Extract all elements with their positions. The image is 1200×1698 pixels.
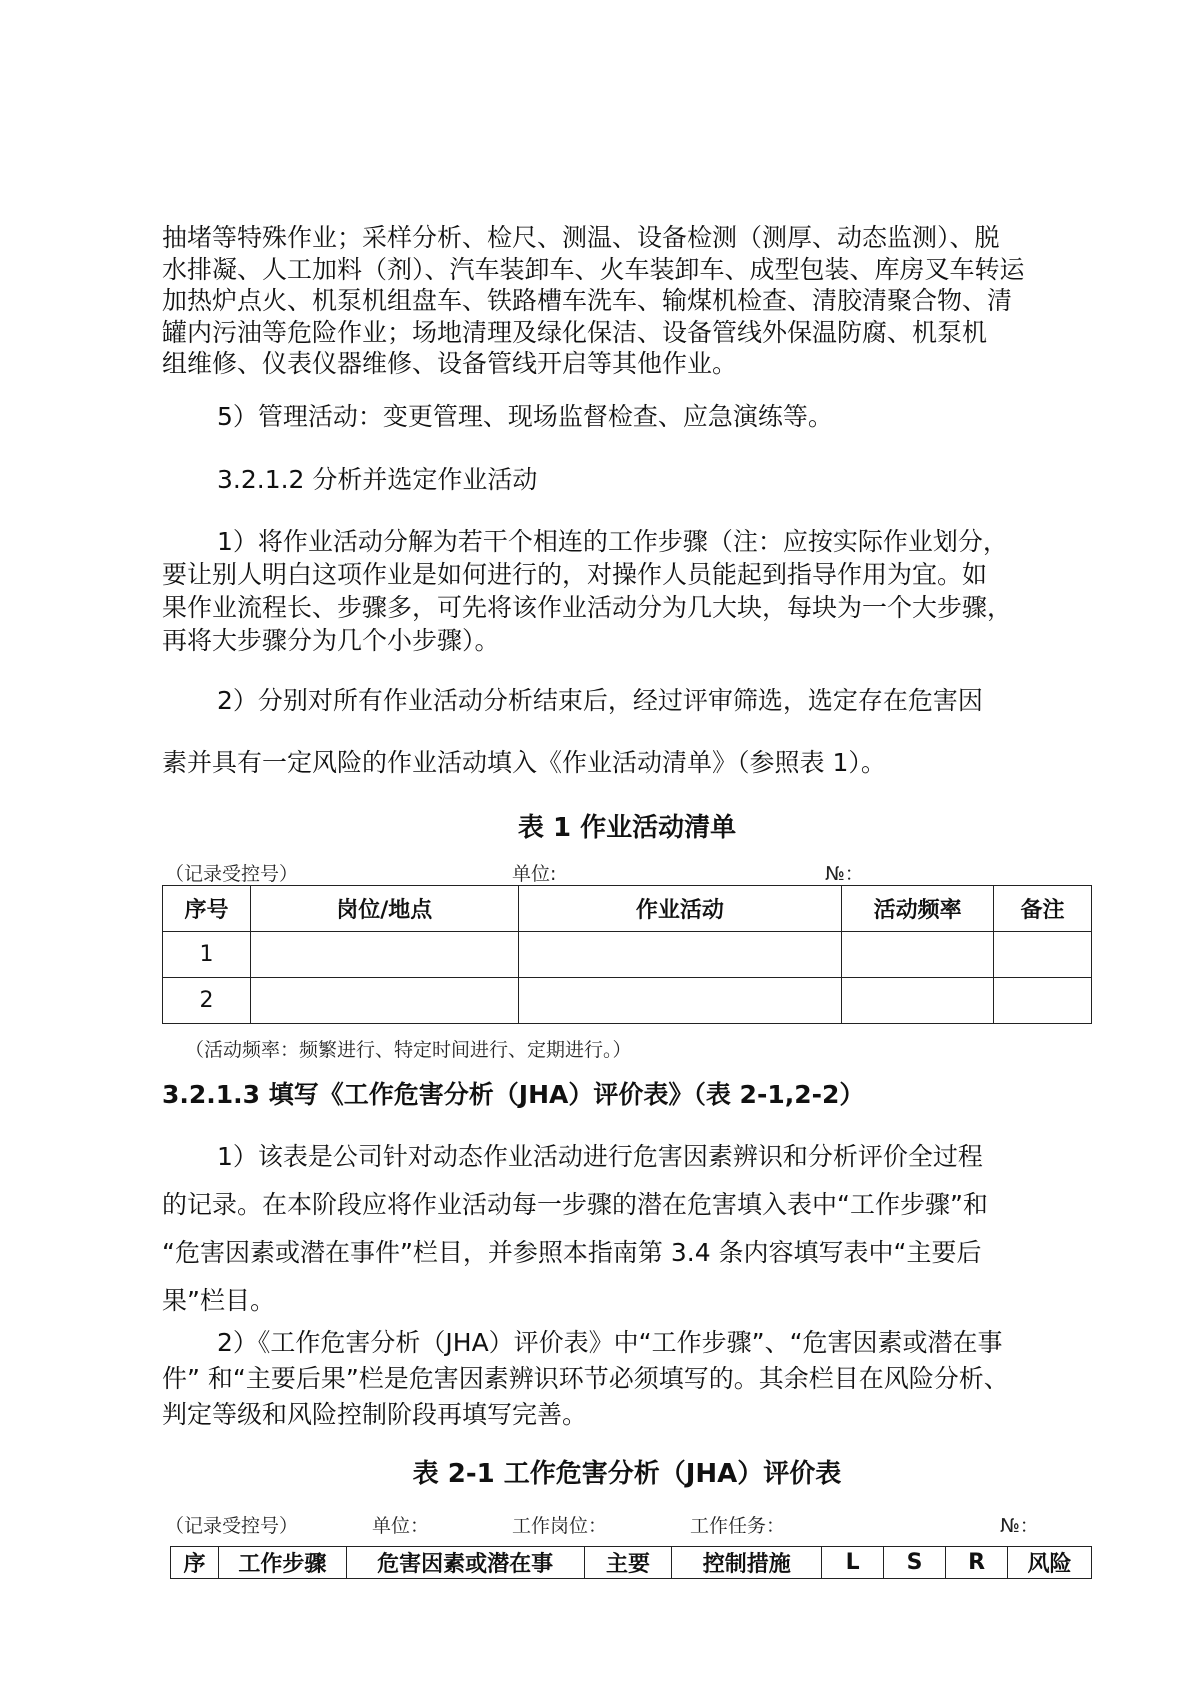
table1-frequency-note: （活动频率：频繁进行、特定时间进行、定期进行。） bbox=[185, 1039, 632, 1061]
table-cell bbox=[250, 978, 518, 1024]
table-cell: 2 bbox=[163, 978, 251, 1024]
item-management-activities bbox=[162, 397, 1092, 437]
text-line: 罐内污油等危险作业；场地清理及绿化保洁、设备管线外保温防腐、机泵机 bbox=[162, 317, 988, 347]
table1-record-number: （记录受控号） bbox=[165, 863, 299, 885]
header-cell: 序号 bbox=[163, 886, 251, 932]
text-line: 果作业流程长、步骤多，可先将该作业活动分为几大块，每块为一个大步骤， bbox=[162, 593, 1013, 622]
text-line: 3.2.1.2 分析并选定作业活动 bbox=[217, 465, 538, 494]
paragraph-step-1 bbox=[162, 525, 1092, 657]
text-line: 的记录。在本阶段应将作业活动每一步骤的潜在危害填入表中“工作步骤”和 bbox=[162, 1190, 988, 1219]
text-line: 2）分别对所有作业活动分析结束后，经过评审筛选，选定存在危害因 bbox=[217, 686, 983, 715]
header-cell: 风险 bbox=[1008, 1547, 1092, 1579]
paragraph-table-purpose bbox=[162, 1133, 1092, 1325]
header-cell: 作业活动 bbox=[518, 886, 842, 932]
paragraph-hazardous-operations bbox=[162, 222, 1092, 380]
header-cell: 活动频率 bbox=[842, 886, 994, 932]
table2-record-number: （记录受控号） bbox=[165, 1515, 299, 1537]
table1-number-label: №： bbox=[825, 863, 864, 885]
table-cell bbox=[518, 932, 842, 978]
text-line: 抽堵等特殊作业；采样分析、检尺、测温、设备检测（测厚、动态监测）、脱 bbox=[162, 223, 1000, 252]
text-line: 果”栏目。 bbox=[162, 1286, 275, 1315]
text-line: 加热炉点火、机泵机组盘车、铁路槽车洗车、输煤机检查、清胶清聚合物、清 bbox=[162, 286, 1013, 315]
table-row bbox=[163, 932, 1092, 978]
table-cell bbox=[994, 932, 1092, 978]
table-cell bbox=[518, 978, 842, 1024]
table1-caption: 表 1 作业活动清单 bbox=[517, 813, 737, 843]
text-line: 素并具有一定风险的作业活动填入《作业活动清单》（参照表 1）。 bbox=[162, 748, 886, 777]
table2-post-label: 工作岗位： bbox=[512, 1515, 608, 1537]
header-cell: 备注 bbox=[994, 886, 1092, 932]
text-line: 水排凝、人工加料（剂）、汽车装卸车、火车装卸车、成型包装、库房叉车转运 bbox=[162, 254, 1025, 284]
table-cell bbox=[994, 978, 1092, 1024]
table2-unit-label: 单位： bbox=[372, 1515, 430, 1537]
text-line: 3.2.1.3 填写《工作危害分析（JHA）评价表》（表 2-1,2-2） bbox=[162, 1080, 865, 1109]
text-line: 件” 和“主要后果”栏是危害因素辨识环节必须填写的。其余栏目在风险分析、 bbox=[162, 1364, 1009, 1393]
header-cell: 控制措施 bbox=[672, 1547, 822, 1579]
jha-evaluation-table bbox=[170, 1546, 1092, 1579]
text-line: 1）将作业活动分解为若干个相连的工作步骤（注：应按实际作业划分， bbox=[217, 527, 1008, 556]
table2-task-label: 工作任务： bbox=[690, 1515, 786, 1537]
paragraph-required-columns bbox=[162, 1325, 1092, 1433]
table-cell bbox=[250, 932, 518, 978]
header-cell: L bbox=[822, 1547, 884, 1579]
table2-number-label: №： bbox=[1000, 1515, 1039, 1537]
table-header-row bbox=[163, 886, 1092, 932]
text-line: 2）《工作危害分析（JHA）评价表》中“工作步骤”、“危害因素或潜在事 bbox=[217, 1328, 1003, 1357]
table-row bbox=[163, 978, 1092, 1024]
paragraph-step-2 bbox=[162, 670, 1092, 794]
header-cell: 主要 bbox=[584, 1547, 672, 1579]
text-line: 要让别人明白这项作业是如何进行的，对操作人员能起到指导作用为宜。如 bbox=[162, 560, 988, 589]
header-cell: S bbox=[884, 1547, 946, 1579]
table-cell: 1 bbox=[163, 932, 251, 978]
text-line: 组维修、仪表仪器维修、设备管线开启等其他作业。 bbox=[162, 349, 738, 378]
text-line: 1）该表是公司针对动态作业活动进行危害因素辨识和分析评价全过程 bbox=[217, 1142, 983, 1171]
work-activity-table bbox=[162, 885, 1092, 1024]
text-line: 5）管理活动：变更管理、现场监督检查、应急演练等。 bbox=[217, 402, 833, 431]
header-cell: 岗位/地点 bbox=[250, 886, 518, 932]
header-cell: 工作步骤 bbox=[218, 1547, 346, 1579]
table-cell bbox=[842, 932, 994, 978]
section-heading-3212 bbox=[162, 460, 1092, 500]
text-line: 判定等级和风险控制阶段再填写完善。 bbox=[162, 1400, 588, 1429]
text-line: 再将大步骤分为几个小步骤）。 bbox=[162, 626, 500, 655]
table-cell bbox=[842, 978, 994, 1024]
text-line: “危害因素或潜在事件”栏目，并参照本指南第 3.4 条内容填写表中“主要后 bbox=[162, 1238, 982, 1267]
header-cell: 序 bbox=[171, 1547, 219, 1579]
table1-unit-label: 单位: bbox=[512, 863, 557, 885]
header-cell: R bbox=[946, 1547, 1008, 1579]
table2-caption: 表 2-1 工作危害分析（JHA）评价表 bbox=[412, 1459, 842, 1489]
table-header-row bbox=[171, 1547, 1092, 1579]
section-heading-3213 bbox=[162, 1071, 1092, 1119]
header-cell: 危害因素或潜在事 bbox=[346, 1547, 584, 1579]
